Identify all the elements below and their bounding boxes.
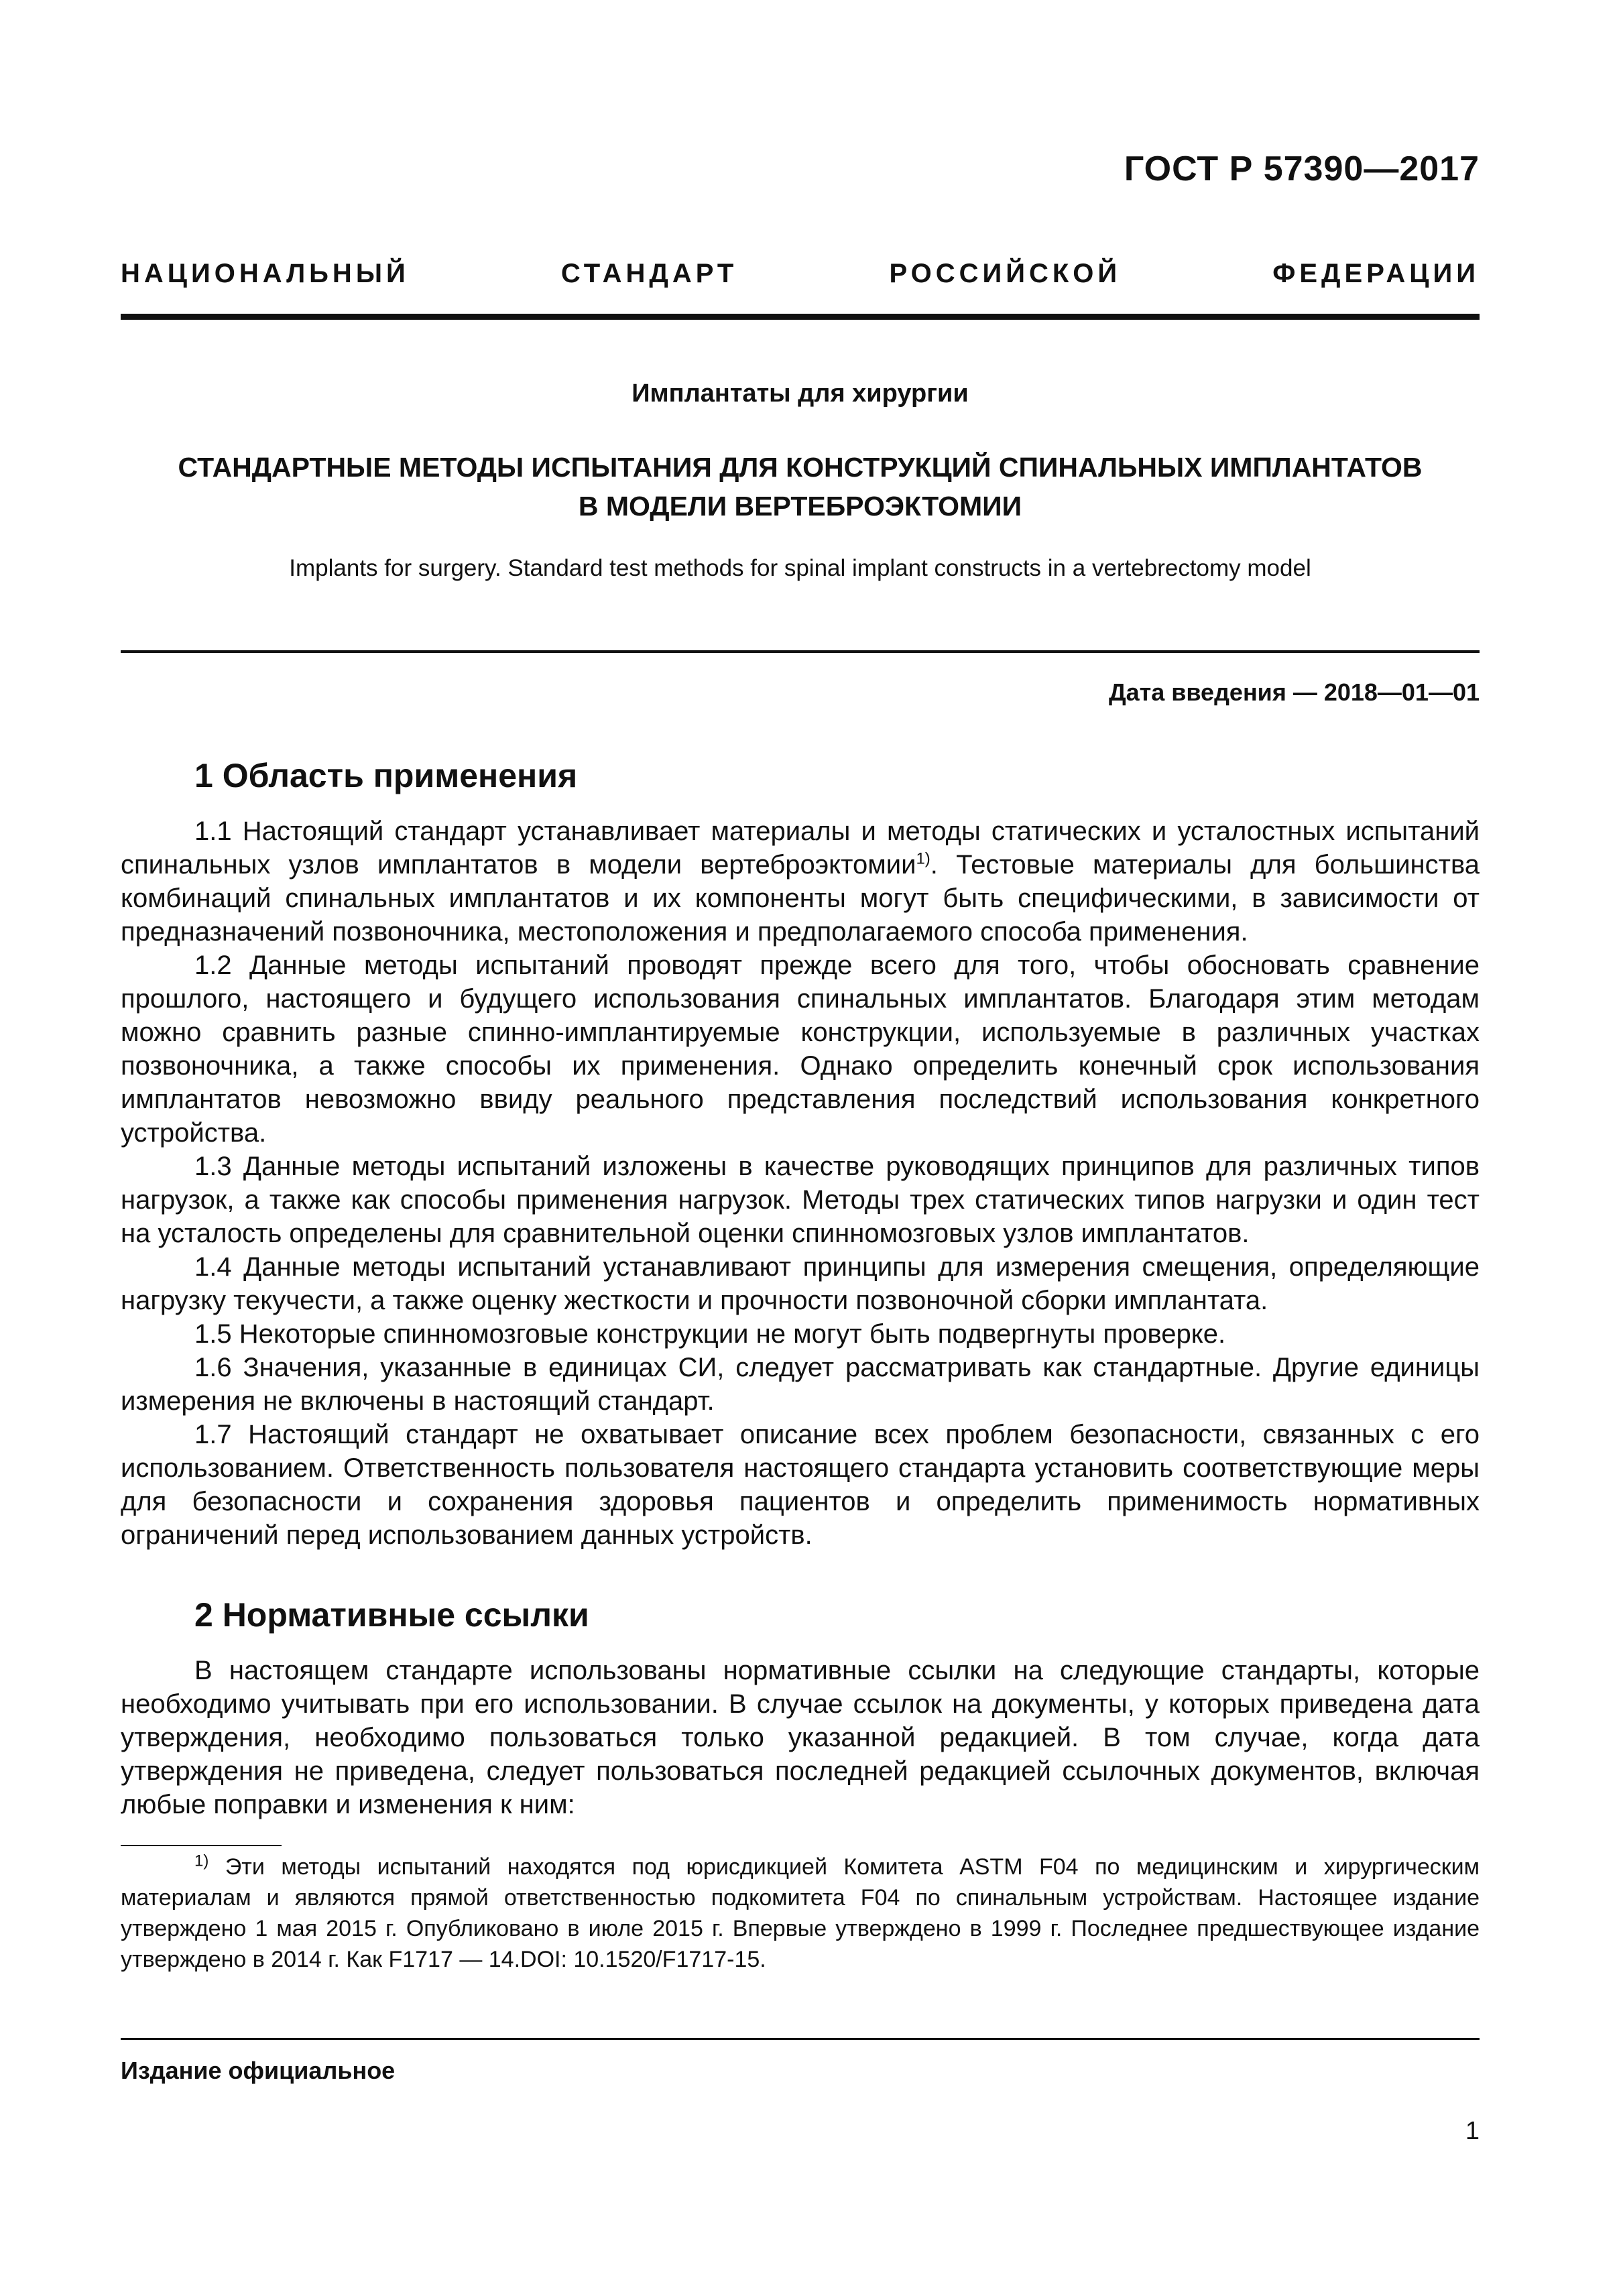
gost-number: ГОСТ Р 57390—2017	[1124, 149, 1480, 188]
footer-rule	[121, 2038, 1480, 2040]
national-standard-banner: НАЦИОНАЛЬНЫЙ СТАНДАРТ РОССИЙСКОЙ ФЕДЕРАЦИИ	[121, 259, 1480, 288]
paragraph-1-5: 1.5 Некоторые спинномозговые конструкции не могут быть подвергнуты проверке.	[194, 1319, 1226, 1349]
header-rule	[121, 314, 1480, 320]
section-2-heading: 2 Нормативные ссылки	[194, 1596, 589, 1634]
paragraph-1-3: 1.3 Данные методы испытаний изложены в качестве руководящих принципов для различных типов нагрузок, а также как способы применения нагрузок. Методы трех статических типов нагрузки и один тест на усталость определены для сравнительной оценки спинномозговых узлов имплантатов.	[121, 1152, 1480, 1248]
paragraph-1-6: 1.6 Значения, указанные в единицах СИ, следует рассматривать как стандартные. Другие единицы измерения не включены в настоящий стандарт.	[121, 1353, 1480, 1416]
paragraph-1-1: 1.1 Настоящий стандарт устанавливает материалы и методы статических и усталостных испытаний спинальных узлов имплантатов в модели вертеброэктомии$^{1)}$. Тестовые материалы для большинства комбинаций спинальных имплантатов и их компоненты могут быть специфическими, в зависимости от предназначений позвоночника, местоположения и предполагаемого способа применения.	[121, 817, 1480, 947]
title-rule	[121, 650, 1480, 653]
footnote	[121, 1852, 1480, 1975]
section-1-body	[121, 814, 1480, 1552]
footnote-ref: 1)	[916, 849, 930, 868]
footnote-text: Эти методы испытаний находятся под юрисдикцией Комитета ASTM F04 по медицинским и хирургическим материалам и являются прямой ответственностью подкомитета F04 по спинальным устройствам. Настоящее издание утверждено 1 мая 2015 г. Опубликовано в июле 2015 г. Впервые утверждено в 1999 г. Последнее предшествующее издание утверждено в 2014 г. Как F1717 — 14.DOI: 10.1520/F1717-15.	[121, 1854, 1480, 1972]
document-title-line-1: СТАНДАРТНЫЕ МЕТОДЫ ИСПЫТАНИЯ ДЛЯ КОНСТРУКЦИЙ СПИНАЛЬНЫХ ИМПЛАНТАТОВ	[178, 452, 1423, 483]
footnote-marker: 1)	[194, 1852, 209, 1870]
paragraph-1-4: 1.4 Данные методы испытаний устанавливают принципы для измерения смещения, определяющие нагрузку текучести, а также оценку жесткости и прочности позвоночной сборки имплантата.	[121, 1252, 1480, 1315]
introduction-date: Дата введения — 2018—01—01	[1108, 678, 1480, 706]
paragraph-1-7: 1.7 Настоящий стандарт не охватывает описание всех проблем безопасности, связанных с его использованием. Ответственность пользователя настоящего стандарта установить соответствующие меры для безопасности и сохранения здоровья пациентов и определить применимость нормативных ограничений перед использованием данных устройств.	[121, 1420, 1480, 1550]
document-title-line-2: В МОДЕЛИ ВЕРТЕБРОЭКТОМИИ	[578, 491, 1022, 522]
section-1-heading: 1 Область применения	[194, 757, 578, 794]
paragraph-2-1: В настоящем стандарте использованы нормативные ссылки на следующие стандарты, которые необходимо учитывать при его использовании. В случае ссылок на документы, у которых приведена дата утверждения, необходимо пользоваться только указанной редакцией. В том случае, когда дата утверждения не приведена, следует пользоваться последней редакцией ссылочных документов, включая любые поправки и изменения к ним:	[121, 1656, 1480, 1819]
page-number: 1	[1465, 2117, 1480, 2145]
paragraph-1-2: 1.2 Данные методы испытаний проводят прежде всего для того, чтобы обосновать сравнение прошлого, настоящего и будущего использования спинальных имплантатов. Благодаря этим методам можно сравнить разные спинно-имплантируемые конструкции, используемые в различных участках позвоночника, а также способы их применения. Однако определить конечный срок использования имплантатов невозможно ввиду реального представления последствий использования конкретного устройства.	[121, 951, 1480, 1148]
english-title: Implants for surgery. Standard test methods for spinal implant constructs in a vertebrectomy model	[289, 555, 1311, 581]
section-2-body	[121, 1654, 1480, 1821]
document-title	[121, 448, 1480, 526]
edition-label: Издание официальное	[121, 2057, 396, 2084]
footnote-rule	[121, 1845, 282, 1846]
document-subtitle: Имплантаты для хирургии	[632, 379, 969, 408]
